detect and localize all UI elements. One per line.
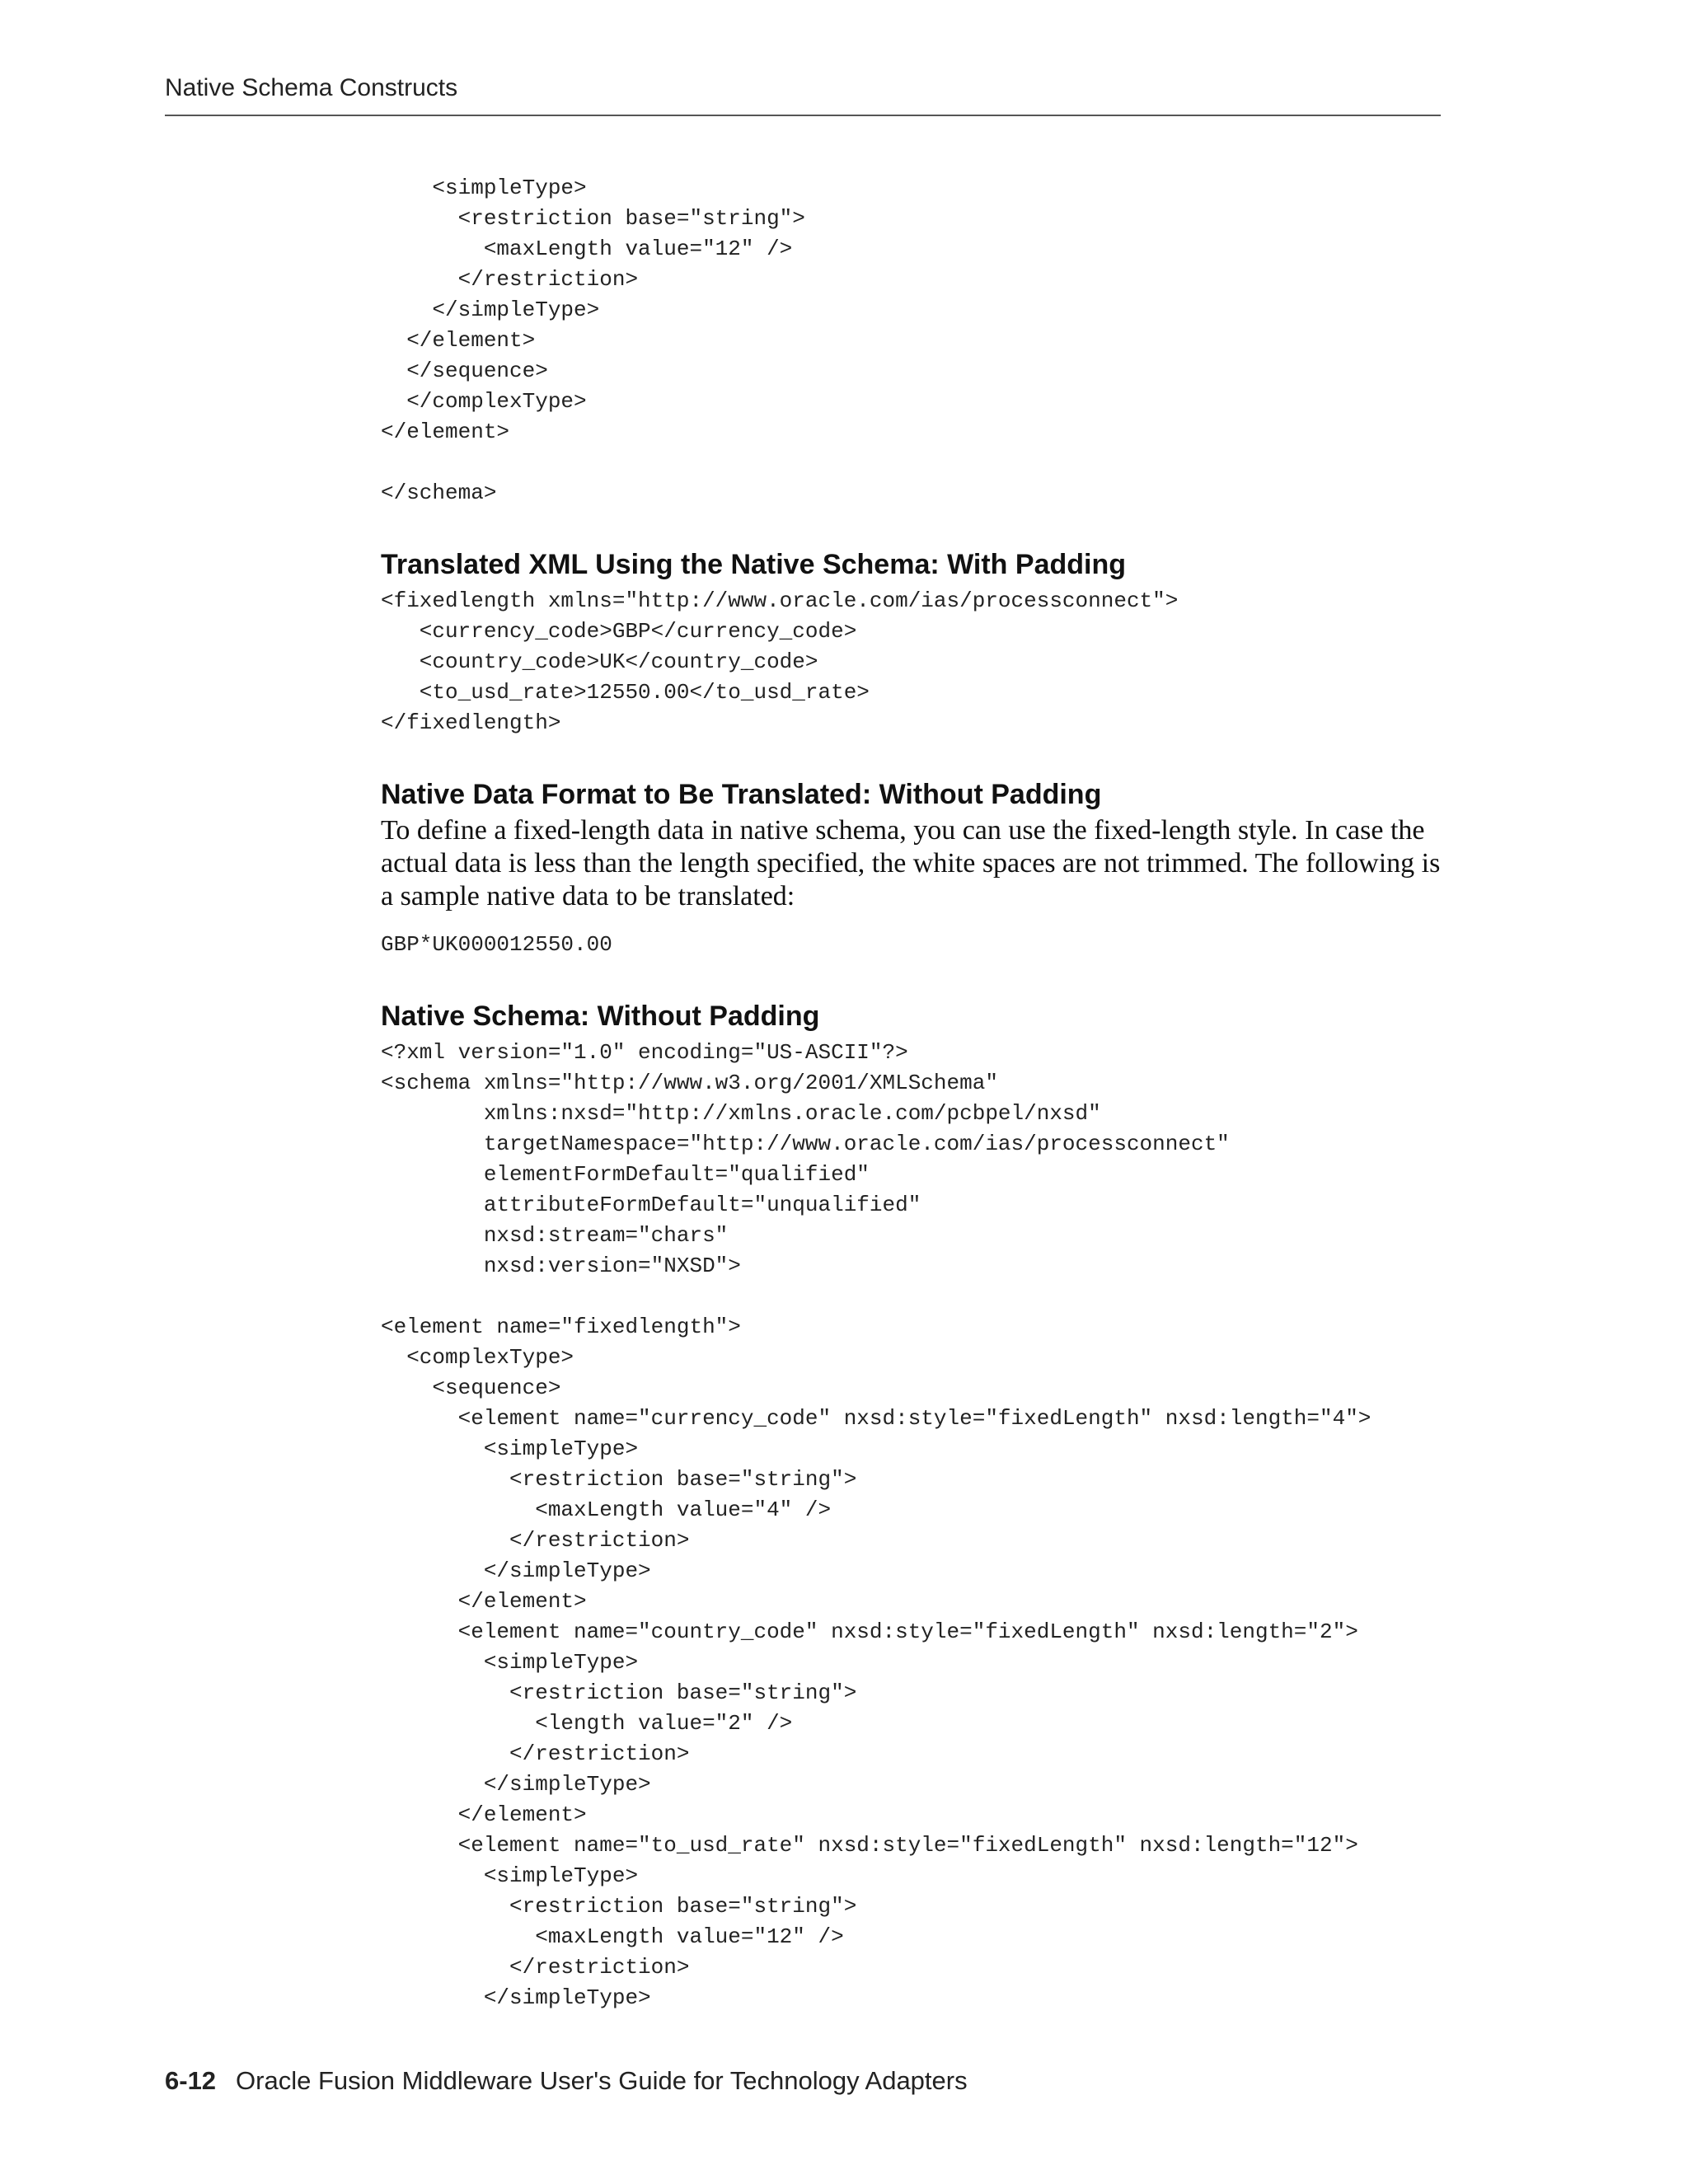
heading-translated-xml-with-padding: Translated XML Using the Native Schema: With Padding xyxy=(381,549,1127,580)
page-footer xyxy=(165,2066,968,2096)
book-title: Oracle Fusion Middleware User's Guide for Technology Adapters xyxy=(236,2066,968,2095)
page-number: 6-12 xyxy=(165,2066,217,2095)
heading-native-data-without-padding: Native Data Format to Be Translated: Without Padding xyxy=(381,779,1102,810)
paragraph-without-padding: To define a fixed-length data in native schema, you can use the fixed-length style. In case the actual data is less than the length specified, the white spaces are not trimmed. The following is a sample native data to be translated: xyxy=(381,815,1441,912)
heading-native-schema-without-padding: Native Schema: Without Padding xyxy=(381,1001,820,1032)
code-block-native-schema: <?xml version="1.0" encoding="US-ASCII"?> <schema xmlns="http://www.w3.org/2001/XMLSchema" xmlns:nxsd="http://xmlns.oracle.com/pcbpel/nxsd" targetNamespace="http://www.oracle.com/ias/processconnect" elementFormDefault="qualified" attributeFormDefault="unqualified" nxsd:stream="chars" nxsd:version="NXSD"> <element name="fixedlength"> <complexType> <sequence> <element name="currency_code" nxsd:style="fixedLength" nxsd:length="4"> <simpleType> <restriction base="string"> <maxLength value="4" /> </restriction> </simpleType> </element> <element name="country_code" nxsd:style="fixedLength" nxsd:length="2"> <simpleType> <restriction base="string"> <length value="2" /> </restriction> </simpleType> </element> <element name="to_usd_rate" nxsd:style="fixedLength" nxsd:length="12"> <simpleType> <restriction base="string"> <maxLength value="12" /> </restriction> </simpleType> xyxy=(381,1040,1372,2010)
code-block-sample-native-data: GBP*UK000012550.00 xyxy=(381,932,612,957)
header-rule xyxy=(165,115,1441,116)
code-block-translated-xml: <fixedlength xmlns="http://www.oracle.com/ias/processconnect"> <currency_code>GBP</currency_code> <country_code>UK</country_code> <to_usd_rate>12550.00</to_usd_rate> </fixedlength> xyxy=(381,588,1179,735)
running-header: Native Schema Constructs xyxy=(165,74,458,101)
code-block-schema-tail: <simpleType> <restriction base="string"> <maxLength value="12" /> </restriction> </simpleType> </element> </sequence> </complexType> </element> </schema> xyxy=(381,176,805,505)
page-content xyxy=(381,173,1444,2013)
